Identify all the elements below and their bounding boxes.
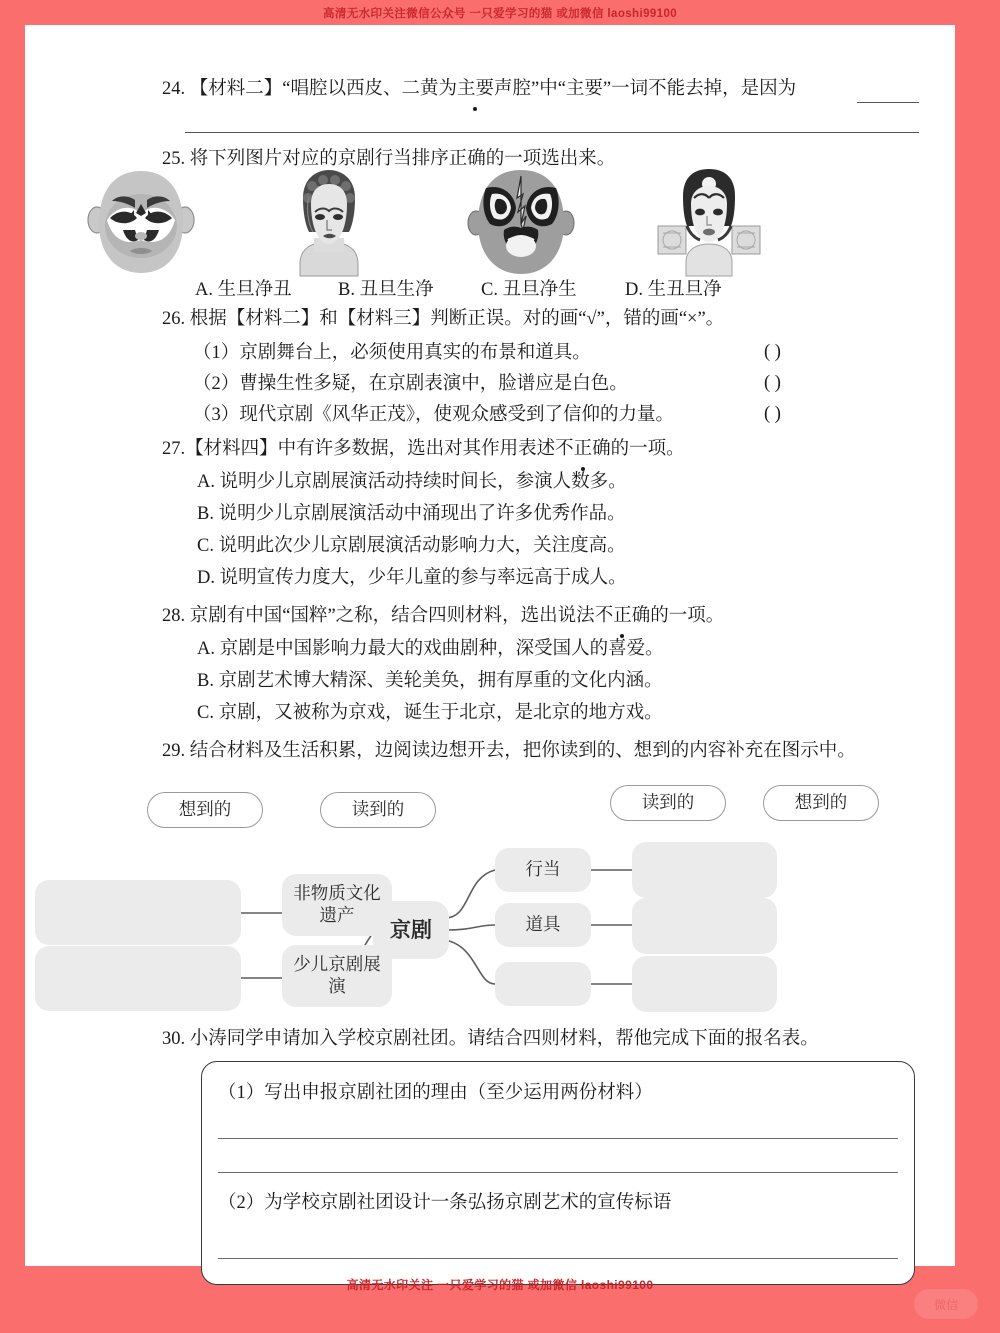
question-27-option-c-letter: C. [197,536,214,556]
question-25-option-a-text: 生旦净丑 [217,280,292,300]
question-27-emphasis: 不正确 [555,435,611,464]
question-29-number: 29. [162,741,186,761]
question-25-option-c-letter: C. [481,280,498,300]
question-28-option-c-text: 京剧，又被称为京戏，诞生于北京，是北京的地方戏。 [218,703,663,723]
question-24-number: 24. [162,79,186,99]
mindmap-right-node-2 [495,903,591,947]
question-25-option-b-text: 丑旦生净 [359,280,434,300]
question-28-option-b[interactable] [197,668,663,696]
jing-painted-face-icon [462,168,580,278]
mindmap-right-node-3[interactable] [495,962,591,1006]
mindmap-center-node [373,901,449,959]
question-26-item-2 [193,370,628,399]
question-28-emphasis: 不正确 [595,602,651,631]
paper-content [25,25,955,1266]
question-24-blank-line[interactable] [185,132,919,133]
mindmap-left-blank-1[interactable] [35,880,241,945]
question-27-option-b[interactable] [197,501,626,529]
question-27-option-a-letter: A. [197,472,215,492]
watermark-top: 高清无水印关注微信公众号 一只爱学习的猫 或加微信 laoshi99100 [322,7,678,20]
question-27-option-d[interactable] [197,565,627,593]
question-24-blank-inline[interactable] [857,102,919,103]
question-30-item-1-line-2[interactable] [218,1172,898,1173]
mindmap-left-node-1-label: 非物质文化遗产 [293,883,381,925]
question-24-text-before: 【材料二】“唱腔以西皮、二黄为 [189,79,457,99]
mindmap-right-node-1-label: 行当 [525,859,561,880]
question-25-option-c-text: 丑旦净生 [502,280,577,300]
question-26 [162,305,724,334]
dan-female-role-icon [270,168,388,278]
question-26-item-3-text: 现代京剧《风华正茂》，使观众感受到了信仰的力量。 [239,405,675,425]
mindmap-header-4 [763,785,879,821]
question-26-item-1-label: （1） [193,343,240,363]
question-28-option-c[interactable] [197,700,663,728]
question-28-option-a[interactable] [197,636,664,664]
question-28-option-a-text: 京剧是中国影响力最大的戏曲剧种，深受国人的喜爱。 [219,639,664,659]
question-29 [162,737,856,766]
watermark-bottom: 高清无水印关注 一只爱学习的猫 或加微信 laoshi99100 [346,1278,654,1292]
watermark-corner-badge: 微信 [914,1289,978,1319]
exam-paper [25,25,955,1266]
question-29-text: 结合材料及生活积累，边阅读边想开去，把你读到的、想到的内容补充在图示中。 [189,741,856,761]
question-25-option-b-letter: B. [338,280,355,300]
question-30-item-2-label: （2）为学校京剧社团设计一条弘扬京剧艺术的宣传标语 [218,1193,672,1213]
question-24-text-after: 声腔”中“主要”一词不能去掉，是因为 [493,79,797,99]
question-28-text-before: 京剧有中国“国粹”之称，结合四则材料，选出说法 [189,606,595,626]
question-26-item-3 [193,401,674,430]
question-26-item-1 [193,339,591,368]
mindmap-left-node-2 [282,945,392,1007]
mindmap-left-blank-2[interactable] [35,946,241,1011]
question-26-number: 26. [162,309,186,329]
question-30-number: 30. [162,1029,186,1049]
mindmap-center-label: 京剧 [390,917,432,942]
mindmap-header-2 [320,792,436,828]
question-27-number: 27. [162,439,186,459]
question-30 [162,1025,819,1054]
question-26-item-3-label: （3） [193,405,240,425]
question-27-option-b-text: 说明少儿京剧展演活动中涌现出了许多优秀作品。 [218,504,626,524]
mindmap-header-2-label: 读到的 [351,799,405,820]
question-27-option-c-text: 说明此次少儿京剧展演活动影响力大，关注度高。 [218,536,626,556]
question-30-item-2-line-1[interactable] [218,1258,898,1259]
question-25-number: 25. [162,149,186,169]
mindmap-right-node-1 [495,848,591,892]
question-27-option-c[interactable] [197,533,626,561]
mindmap-right-node-2-label: 道具 [525,914,561,935]
mindmap-header-1 [147,792,263,828]
mindmap-right-blank-3[interactable] [632,956,777,1012]
question-25-option-b[interactable] [338,277,434,305]
mindmap-header-3 [610,785,726,821]
question-25-option-a[interactable] [195,277,292,305]
question-24 [162,75,796,104]
mindmap-right-blank-1[interactable] [632,842,777,898]
chou-clown-mask-icon [82,168,200,278]
question-25-option-d-text: 生丑旦净 [647,280,722,300]
question-28-number: 28. [162,606,186,626]
question-26-item-2-label: （2） [193,374,240,394]
question-30-answer-box [201,1061,915,1285]
question-27-text-after: 的一项。 [610,439,685,459]
question-27-option-a[interactable] [197,469,627,497]
question-27-text-before: 【材料四】中有许多数据，选出对其作用表述 [185,439,556,459]
question-26-item-2-answer[interactable]: ( ) [764,373,781,393]
question-28-option-b-text: 京剧艺术博大精深、美轮美奂，拥有厚重的文化内涵。 [218,671,663,691]
question-25-image-row [25,168,955,288]
question-30-item-1-line-1[interactable] [218,1138,898,1139]
question-27-option-a-text: 说明少儿京剧展演活动持续时间长，参演人数多。 [219,472,627,492]
question-26-text: 根据【材料二】和【材料三】判断正误。对的画“√”，错的画“×”。 [189,309,725,329]
question-28-option-b-letter: B. [197,671,214,691]
question-27 [162,435,685,464]
question-25-option-c[interactable] [481,277,577,305]
question-28-option-c-letter: C. [197,703,214,723]
question-27-option-b-letter: B. [197,504,214,524]
mindmap-header-3-label: 读到的 [641,792,695,813]
question-26-item-1-answer[interactable]: ( ) [764,342,781,362]
mindmap-right-blank-2[interactable] [632,898,777,954]
question-30-text: 小涛同学申请加入学校京剧社团。请结合四则材料，帮他完成下面的报名表。 [189,1029,819,1049]
question-25-text: 将下列图片对应的京剧行当排序正确的一项选出来。 [189,149,616,169]
question-25-option-d-letter: D. [625,280,643,300]
question-25-option-a-letter: A. [195,280,213,300]
mindmap-diagram [25,770,955,1025]
question-28-text-after: 的一项。 [650,606,725,626]
question-27-option-d-letter: D. [197,568,215,588]
question-26-item-1-text: 京剧舞台上，必须使用真实的布景和道具。 [239,343,591,363]
question-28 [162,602,724,631]
question-24-emphasis: 主要 [457,75,494,104]
mindmap-header-1-label: 想到的 [178,799,232,820]
question-28-option-a-letter: A. [197,639,215,659]
question-26-item-3-answer[interactable]: ( ) [764,404,781,424]
question-26-item-2-text: 曹操生性多疑，在京剧表演中，脸谱应是白色。 [239,374,628,394]
sheng-young-female-icon [650,168,768,278]
question-25-option-d[interactable] [625,277,722,305]
mindmap-header-4-label: 想到的 [794,792,848,813]
mindmap-left-node-2-label: 少儿京剧展演 [293,954,381,996]
question-27-option-d-text: 说明宣传力度大，少年儿童的参与率远高于成人。 [219,568,627,588]
question-30-item-1-label: （1）写出申报京剧社团的理由（至少运用两份材料） [218,1083,653,1103]
